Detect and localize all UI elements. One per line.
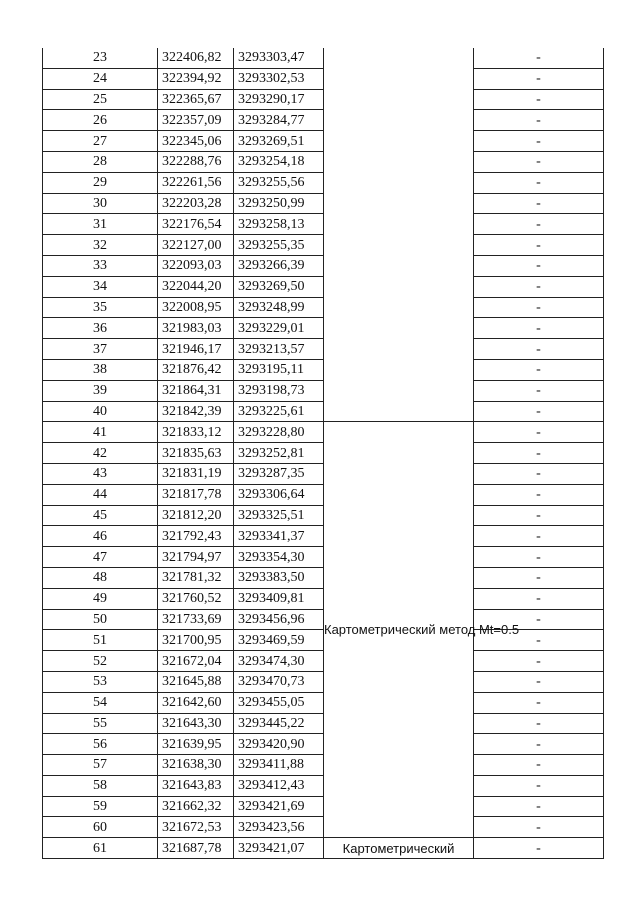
- table-row: [43, 235, 604, 256]
- point-number-cell: 45: [43, 505, 158, 526]
- table-row: [43, 276, 604, 297]
- point-number-cell: 57: [43, 755, 158, 776]
- y-coordinate-cell: 3293213,57: [234, 339, 324, 360]
- table-row: [43, 359, 604, 380]
- note-cell: -: [474, 131, 604, 152]
- x-coordinate-cell: 321639,95: [158, 734, 234, 755]
- table-row: [43, 131, 604, 152]
- point-number-cell: 43: [43, 463, 158, 484]
- point-number-cell: 51: [43, 630, 158, 651]
- x-coordinate-cell: 322176,54: [158, 214, 234, 235]
- y-coordinate-cell: 3293409,81: [234, 588, 324, 609]
- point-number-cell: 33: [43, 255, 158, 276]
- point-number-cell: 49: [43, 588, 158, 609]
- x-coordinate-cell: 321638,30: [158, 755, 234, 776]
- point-number-cell: 25: [43, 89, 158, 110]
- point-number-cell: 38: [43, 359, 158, 380]
- table-row: [43, 484, 604, 505]
- point-number-cell: 55: [43, 713, 158, 734]
- note-cell: -: [474, 651, 604, 672]
- y-coordinate-cell: 3293284,77: [234, 110, 324, 131]
- note-cell: -: [474, 214, 604, 235]
- y-coordinate-cell: 3293455,05: [234, 692, 324, 713]
- x-coordinate-cell: 322365,67: [158, 89, 234, 110]
- table-row: [43, 89, 604, 110]
- point-number-cell: 40: [43, 401, 158, 422]
- table-row: [43, 547, 604, 568]
- note-cell: -: [474, 359, 604, 380]
- point-number-cell: 23: [43, 48, 158, 68]
- table-row: [43, 297, 604, 318]
- note-cell: -: [474, 505, 604, 526]
- x-coordinate-cell: 321642,60: [158, 692, 234, 713]
- table-row: [43, 401, 604, 422]
- table-row: [43, 651, 604, 672]
- note-cell: -: [474, 630, 604, 651]
- y-coordinate-cell: 3293411,88: [234, 755, 324, 776]
- table-row: [43, 796, 604, 817]
- point-number-cell: 26: [43, 110, 158, 131]
- y-coordinate-cell: 3293421,07: [234, 838, 324, 859]
- x-coordinate-cell: 321946,17: [158, 339, 234, 360]
- y-coordinate-cell: 3293383,50: [234, 567, 324, 588]
- table-row: [43, 339, 604, 360]
- note-cell: -: [474, 671, 604, 692]
- note-cell: -: [474, 235, 604, 256]
- table-row: [43, 838, 604, 859]
- x-coordinate-cell: 321817,78: [158, 484, 234, 505]
- x-coordinate-cell: 322394,92: [158, 68, 234, 89]
- y-coordinate-cell: 3293248,99: [234, 297, 324, 318]
- point-number-cell: 28: [43, 151, 158, 172]
- y-coordinate-cell: 3293325,51: [234, 505, 324, 526]
- point-number-cell: 52: [43, 651, 158, 672]
- x-coordinate-cell: 321645,88: [158, 671, 234, 692]
- point-number-cell: 31: [43, 214, 158, 235]
- y-coordinate-cell: 3293303,47: [234, 48, 324, 68]
- table-row: [43, 422, 604, 443]
- table-row: [43, 214, 604, 235]
- point-number-cell: 42: [43, 443, 158, 464]
- y-coordinate-cell: 3293269,50: [234, 276, 324, 297]
- y-coordinate-cell: 3293229,01: [234, 318, 324, 339]
- table-row: [43, 505, 604, 526]
- table-row: [43, 193, 604, 214]
- x-coordinate-cell: 322008,95: [158, 297, 234, 318]
- note-cell: -: [474, 609, 604, 630]
- point-number-cell: 56: [43, 734, 158, 755]
- note-cell: -: [474, 567, 604, 588]
- note-cell: -: [474, 692, 604, 713]
- x-coordinate-cell: 322093,03: [158, 255, 234, 276]
- x-coordinate-cell: 321876,42: [158, 359, 234, 380]
- table-row: [43, 526, 604, 547]
- x-coordinate-cell: 322406,82: [158, 48, 234, 68]
- point-number-cell: 24: [43, 68, 158, 89]
- method-cell: [324, 48, 474, 422]
- point-number-cell: 36: [43, 318, 158, 339]
- x-coordinate-cell: 322127,00: [158, 235, 234, 256]
- note-cell: -: [474, 339, 604, 360]
- note-cell: -: [474, 297, 604, 318]
- note-cell: -: [474, 380, 604, 401]
- y-coordinate-cell: 3293252,81: [234, 443, 324, 464]
- x-coordinate-cell: 321760,52: [158, 588, 234, 609]
- y-coordinate-cell: 3293266,39: [234, 255, 324, 276]
- x-coordinate-cell: 322357,09: [158, 110, 234, 131]
- y-coordinate-cell: 3293258,13: [234, 214, 324, 235]
- point-number-cell: 53: [43, 671, 158, 692]
- x-coordinate-cell: 321864,31: [158, 380, 234, 401]
- y-coordinate-cell: 3293412,43: [234, 775, 324, 796]
- coordinates-table: [42, 48, 604, 859]
- table-row: [43, 380, 604, 401]
- y-coordinate-cell: 3293195,11: [234, 359, 324, 380]
- y-coordinate-cell: 3293474,30: [234, 651, 324, 672]
- note-cell: -: [474, 193, 604, 214]
- x-coordinate-cell: 321733,69: [158, 609, 234, 630]
- note-cell: -: [474, 817, 604, 838]
- note-cell: -: [474, 151, 604, 172]
- method-cell: Картометрический: [324, 838, 474, 859]
- point-number-cell: 30: [43, 193, 158, 214]
- note-cell: -: [474, 172, 604, 193]
- table-row: [43, 567, 604, 588]
- x-coordinate-cell: 322044,20: [158, 276, 234, 297]
- y-coordinate-cell: 3293302,53: [234, 68, 324, 89]
- note-cell: -: [474, 547, 604, 568]
- note-cell: -: [474, 588, 604, 609]
- method-cell: Картометрический метод Mt=0.5: [324, 422, 474, 838]
- note-cell: -: [474, 401, 604, 422]
- note-cell: -: [474, 463, 604, 484]
- point-number-cell: 47: [43, 547, 158, 568]
- point-number-cell: 54: [43, 692, 158, 713]
- y-coordinate-cell: 3293269,51: [234, 131, 324, 152]
- x-coordinate-cell: 321662,32: [158, 796, 234, 817]
- note-cell: -: [474, 484, 604, 505]
- y-coordinate-cell: 3293470,73: [234, 671, 324, 692]
- y-coordinate-cell: 3293287,35: [234, 463, 324, 484]
- note-cell: -: [474, 89, 604, 110]
- x-coordinate-cell: 321781,32: [158, 567, 234, 588]
- x-coordinate-cell: 321842,39: [158, 401, 234, 422]
- y-coordinate-cell: 3293421,69: [234, 796, 324, 817]
- note-cell: -: [474, 713, 604, 734]
- table-row: [43, 443, 604, 464]
- x-coordinate-cell: 321833,12: [158, 422, 234, 443]
- note-cell: -: [474, 755, 604, 776]
- note-cell: -: [474, 110, 604, 131]
- point-number-cell: 27: [43, 131, 158, 152]
- coordinates-table-body: [43, 48, 604, 859]
- note-cell: -: [474, 255, 604, 276]
- point-number-cell: 58: [43, 775, 158, 796]
- table-row: [43, 609, 604, 630]
- x-coordinate-cell: 322261,56: [158, 172, 234, 193]
- point-number-cell: 46: [43, 526, 158, 547]
- point-number-cell: 50: [43, 609, 158, 630]
- note-cell: -: [474, 443, 604, 464]
- x-coordinate-cell: 321983,03: [158, 318, 234, 339]
- point-number-cell: 32: [43, 235, 158, 256]
- note-cell: -: [474, 318, 604, 339]
- table-row: [43, 68, 604, 89]
- point-number-cell: 61: [43, 838, 158, 859]
- y-coordinate-cell: 3293250,99: [234, 193, 324, 214]
- x-coordinate-cell: 322203,28: [158, 193, 234, 214]
- table-row: [43, 755, 604, 776]
- x-coordinate-cell: 321794,97: [158, 547, 234, 568]
- x-coordinate-cell: 322345,06: [158, 131, 234, 152]
- y-coordinate-cell: 3293445,22: [234, 713, 324, 734]
- y-coordinate-cell: 3293225,61: [234, 401, 324, 422]
- point-number-cell: 59: [43, 796, 158, 817]
- y-coordinate-cell: 3293198,73: [234, 380, 324, 401]
- table-row: [43, 692, 604, 713]
- note-cell: -: [474, 526, 604, 547]
- table-row: [43, 734, 604, 755]
- table-row: [43, 713, 604, 734]
- point-number-cell: 44: [43, 484, 158, 505]
- table-row: [43, 110, 604, 131]
- table-row: [43, 463, 604, 484]
- y-coordinate-cell: 3293423,56: [234, 817, 324, 838]
- y-coordinate-cell: 3293456,96: [234, 609, 324, 630]
- y-coordinate-cell: 3293306,64: [234, 484, 324, 505]
- note-cell: -: [474, 796, 604, 817]
- point-number-cell: 41: [43, 422, 158, 443]
- note-cell: -: [474, 422, 604, 443]
- y-coordinate-cell: 3293228,80: [234, 422, 324, 443]
- table-row: [43, 588, 604, 609]
- table-row: [43, 255, 604, 276]
- y-coordinate-cell: 3293290,17: [234, 89, 324, 110]
- table-row: [43, 671, 604, 692]
- point-number-cell: 37: [43, 339, 158, 360]
- x-coordinate-cell: 321672,53: [158, 817, 234, 838]
- note-cell: -: [474, 48, 604, 68]
- x-coordinate-cell: 321700,95: [158, 630, 234, 651]
- note-cell: -: [474, 838, 604, 859]
- y-coordinate-cell: 3293354,30: [234, 547, 324, 568]
- point-number-cell: 39: [43, 380, 158, 401]
- table-row: [43, 172, 604, 193]
- y-coordinate-cell: 3293420,90: [234, 734, 324, 755]
- x-coordinate-cell: 321643,30: [158, 713, 234, 734]
- table-row: [43, 630, 604, 651]
- x-coordinate-cell: 321812,20: [158, 505, 234, 526]
- point-number-cell: 60: [43, 817, 158, 838]
- table-row: [43, 817, 604, 838]
- y-coordinate-cell: 3293341,37: [234, 526, 324, 547]
- y-coordinate-cell: 3293254,18: [234, 151, 324, 172]
- x-coordinate-cell: 321831,19: [158, 463, 234, 484]
- x-coordinate-cell: 321687,78: [158, 838, 234, 859]
- x-coordinate-cell: 321792,43: [158, 526, 234, 547]
- table-row: [43, 318, 604, 339]
- point-number-cell: 29: [43, 172, 158, 193]
- y-coordinate-cell: 3293255,56: [234, 172, 324, 193]
- x-coordinate-cell: 321672,04: [158, 651, 234, 672]
- point-number-cell: 35: [43, 297, 158, 318]
- note-cell: -: [474, 775, 604, 796]
- table-row: [43, 48, 604, 68]
- table-row: [43, 775, 604, 796]
- x-coordinate-cell: 321835,63: [158, 443, 234, 464]
- note-cell: -: [474, 68, 604, 89]
- point-number-cell: 48: [43, 567, 158, 588]
- table-row: [43, 151, 604, 172]
- y-coordinate-cell: 3293255,35: [234, 235, 324, 256]
- x-coordinate-cell: 321643,83: [158, 775, 234, 796]
- note-cell: -: [474, 276, 604, 297]
- point-number-cell: 34: [43, 276, 158, 297]
- note-cell: -: [474, 734, 604, 755]
- y-coordinate-cell: 3293469,59: [234, 630, 324, 651]
- x-coordinate-cell: 322288,76: [158, 151, 234, 172]
